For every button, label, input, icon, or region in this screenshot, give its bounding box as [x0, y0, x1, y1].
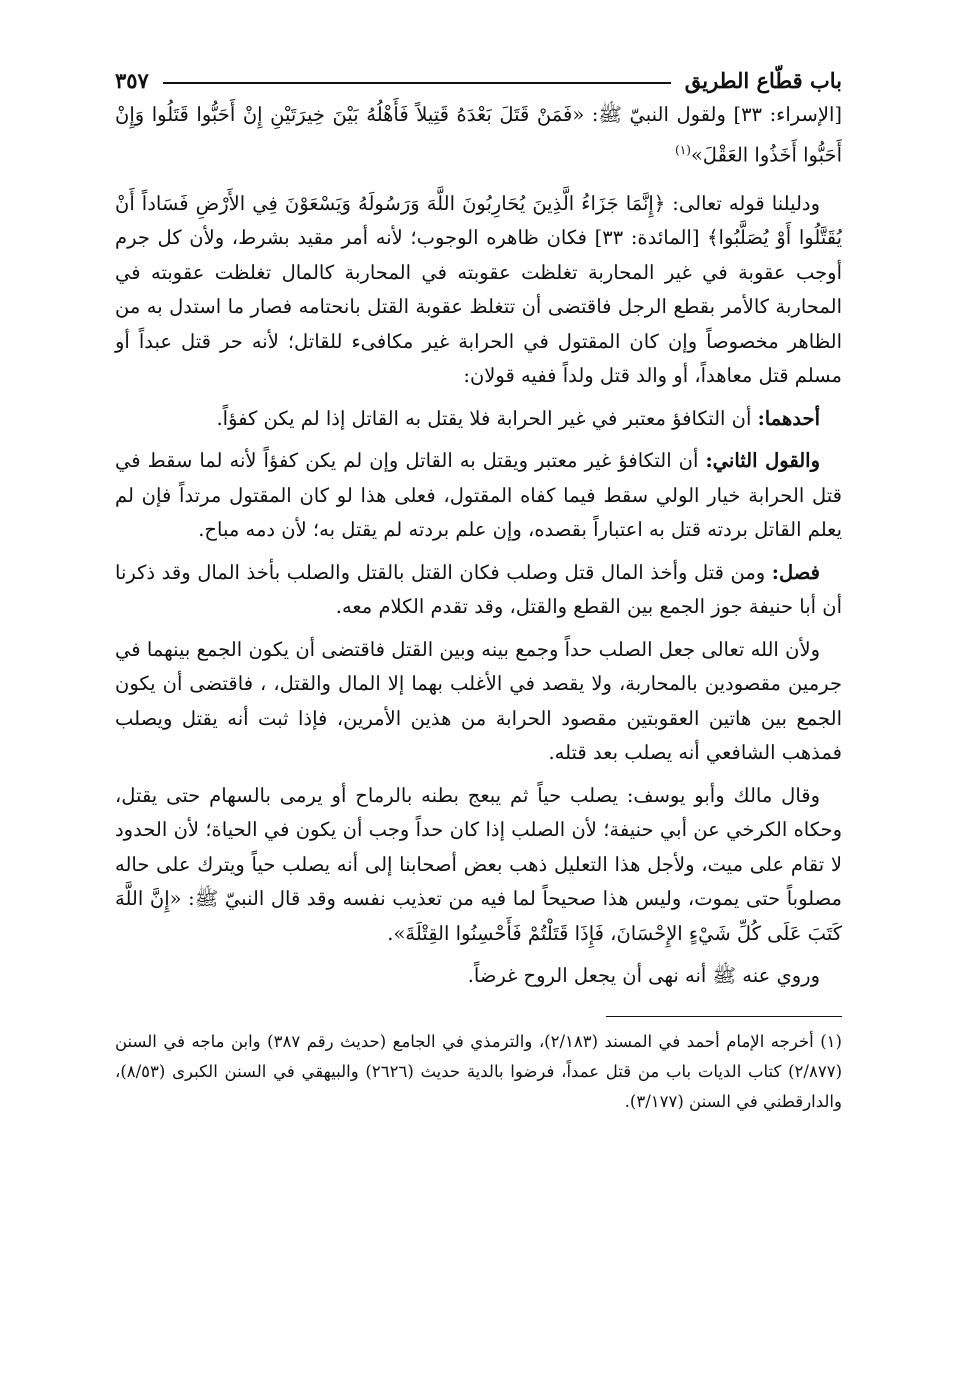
main-text	[115, 98, 842, 994]
paragraph-5	[115, 556, 842, 625]
chapter-title: باب قطّاع الطريق	[684, 67, 842, 93]
paragraph-text: ولأن الله تعالى جعل الصلب حداً وجمع بينه وبين القتل فاقتضى أن يكون الجمع بينهما في جرمين مقصودين بالمحاربة، ولا يقصد في الأغلب بهما إلا المال والقتل، ، فاقتضى أن يكون الجمع بين هاتين العقوبتين مقصود الحرابة من هذين الأمرين، فإذا ثبت أنه يقتل ويصلب فمذهب الشافعي أنه يصلب بعد قتله.	[115, 637, 842, 764]
paragraph-text: [الإسراء: ٣٣] ولقول النبيّ ﷺ: «فَمَنْ قَتَلَ بَعْدَهُ قَتِيلاً فَأَهْلُهُ بَيْنَ خِيرَتَيْنِ إِنْ أَحَبُّوا قَتَلُوا وَإِنْ أَحَبُّوا أَخَذُوا العَقْلَ»	[115, 103, 842, 166]
footnote-divider	[606, 1016, 842, 1017]
paragraph-text: ودليلنا قوله تعالى: ﴿إِنَّمَا جَزَاءُ الَّذِينَ يُحَارِبُونَ اللَّهَ وَرَسُولَهُ وَيَسْعَوْنَ فِي الأَرْضِ فَسَاداً أَنْ يُقَتَّلُوا أَوْ يُصَلَّبُوا﴾ [المائدة: ٣٣] فكان ظاهره الوجوب؛ لأنه أمر مقيد بشرط، ولأن كل جرم أوجب عقوبة في غير المحاربة تغلظت عقوبته في المحاربة كالمال تغلظت عقوبته في المحاربة كالأمر بقطع الرجل فاقتضى أن تتغلظ عقوبة القتل بانحتامه فصار ما استدل به من الظاهر مخصوصاً وإن كان المقتول في الحرابة غير مكافىء للقاتل؛ لأنه حر قتل عبداً أو مسلم قتل معاهداً، أو والد قتل ولداً ففيه قولان:	[115, 191, 842, 387]
paragraph-3	[115, 402, 842, 437]
page-number: ٣٥٧	[115, 67, 149, 93]
paragraph-text: أن التكافؤ معتبر في غير الحرابة فلا يقتل به القاتل إذا لم يكن كفؤاً.	[216, 406, 752, 430]
paragraph-lead: أحدهما:	[757, 406, 820, 430]
paragraph-text: وروي عنه ﷺ أنه نهى أن يجعل الروح غرضاً.	[467, 964, 820, 987]
paragraph-text: أن التكافؤ غير معتبر ويقتل به القاتل وإن لم يكن كفؤاً لأنه لما سقط في قتل الحرابة خيار الولي سقط فيما كفاه المقتول، فعلى هذا لو كان المقتول مرتداً فإن لم يعلم القاتل بردته قتل به اعتباراً بقصده، وإن علم بردته لم يقتل به؛ لأن دمه مباح.	[115, 449, 842, 541]
paragraph-lead: فصل:	[771, 560, 820, 584]
paragraph-1	[115, 98, 842, 173]
footnote-text: (١) أخرجه الإمام أحمد في المسند (٢/١٨٣)، والترمذي في الجامع (حديث رقم ٣٨٧) وابن ماجه في السنن (٢/٨٧٧) كتاب الديات باب من قتل عمداً، فرضوا بالدية حديث (٢٦٢٦) والبيهقي في السنن الكبرى (٨/٥٣)، والدارقطني في السنن (٣/١٧٧).	[115, 1031, 842, 1111]
paragraph-8	[115, 959, 842, 994]
running-header	[115, 62, 842, 98]
header-rule	[163, 82, 671, 84]
paragraph-text: وقال مالك وأبو يوسف: يصلب حياً ثم يبعج بطنه بالرماح أو يرمى بالسهام حتى يقتل، وحكاه الكرخي عن أبي حنيفة؛ لأن الصلب إذا كان حداً وجب أن يكون في الحياة؛ لأن الحدود لا تقام على ميت، ولأجل هذا التعليل ذهب بعض أصحابنا إلى أنه يصلب حياً ويترك على حاله مصلوباً حتى يموت، وليس هذا صحيحاً لما فيه من تعذيب نفسه وقد قال النبيّ ﷺ: «إِنَّ اللَّهَ كَتَبَ عَلَى كُلِّ شَيْءٍ الإِحْسَانَ، فَإِذَا قَتَلْتُمْ فَأَحْسِنُوا القِتْلَةَ».	[115, 783, 842, 945]
paragraph-6	[115, 633, 842, 771]
paragraph-4	[115, 444, 842, 548]
paragraph-text: ومن قتل وأخذ المال قتل وصلب فكان القتل بالقتل والصلب بأخذ المال وقد ذكرنا أن أبا حنيفة جوز الجمع بين القطع والقتل، وقد تقدم الكلام معه.	[115, 560, 842, 618]
book-page	[115, 62, 842, 1117]
paragraph-2	[115, 187, 842, 394]
footnote-ref: (١)	[675, 142, 691, 157]
footnote	[115, 1027, 842, 1117]
paragraph-7	[115, 779, 842, 952]
paragraph-lead: والقول الثاني:	[705, 449, 821, 472]
